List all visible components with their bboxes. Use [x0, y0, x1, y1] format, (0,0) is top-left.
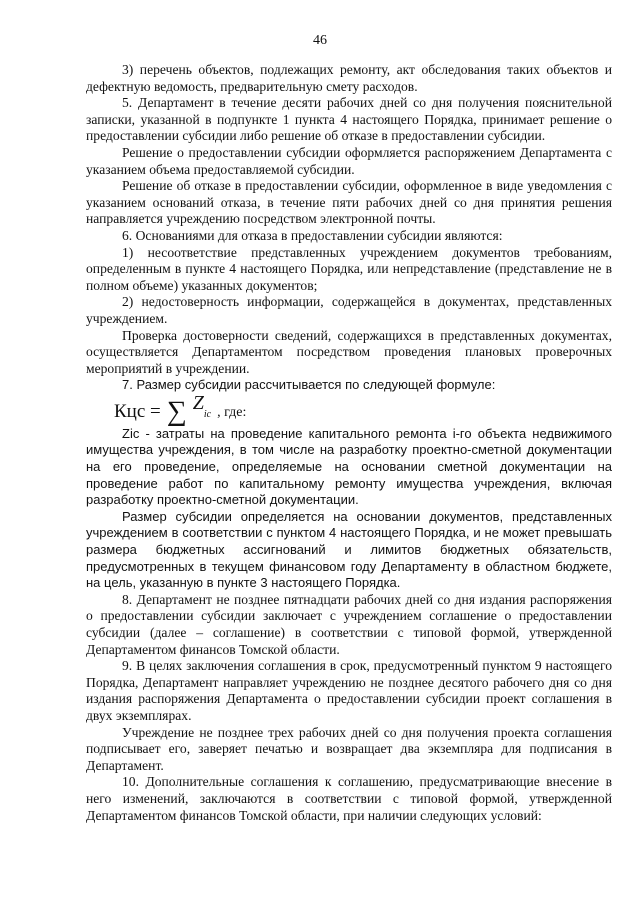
paragraph-verification: Проверка достоверности сведений, содержащихся в представленных документах, осуществляется Департаментом посредством проведения плановых проверочных мероприятий в учреждении. — [86, 327, 612, 376]
paragraph-subsidy-size: Размер субсидии определяется на основании документов, представленных учреждением в соответствии с пунктом 4 настоящего Порядка, и не может превышать размера бюджетных ассигнований и лимитов бюджетных обязательств, предусмотренных в текущем финансовом году Департаменту в областном бюджете, на цель, указанную в пункте 3 настоящего Порядка. — [86, 508, 612, 591]
formula-z-subscript: ic — [203, 408, 212, 420]
paragraph-6-item-1: 1) несоответствие представленных учреждением документов требованиям, определенным в пункте 4 настоящего Порядка, или непредставление (представление не в полном объеме) указанных документов; — [86, 244, 612, 293]
sum-symbol: ∑ — [166, 395, 187, 427]
paragraph-zic-definition: Zic - затраты на проведение капитального ремонта i-го объекта недвижимого имущества учреждения, в том числе на разработку проектно-сметной документации на его проведение, определяемые на основании сметной документации на проведение работ по капитальному ремонту имущества учреждения, включая разработку проектно-сметной документации. — [86, 425, 612, 508]
paragraph-6-item-2: 2) недостоверность информации, содержащейся в документах, представленных учреждением. — [86, 294, 612, 326]
paragraph-7: 7. Размер субсидии рассчитывается по следующей формуле: — [122, 377, 496, 393]
formula-tail: , где: — [217, 404, 247, 420]
formula-z — [193, 392, 211, 423]
paragraph-9: 9. В целях заключения соглашения в срок, предусмотренный пунктом 9 настоящего Порядка, Департамент направляет учреждению не позднее десятого рабочего дня со дня издания распоряжения Департамента о предоставлении субсидии проект соглашения в двух экземплярах. — [86, 658, 612, 723]
paragraph-decision-refusal: Решение об отказе в предоставлении субсидии, оформленное в виде уведомления с указанием оснований отказа, в течение пяти рабочих дней со дня принятия решения направляется учреждению посредством электронной почты. — [86, 178, 612, 227]
paragraph-6: 6. Основаниями для отказа в предоставлении субсидии являются: — [122, 227, 503, 243]
formula-z-letter: Z — [192, 391, 204, 414]
paragraph-10: 10. Дополнительные соглашения к соглашению, предусматривающие внесение в него изменений, заключаются в соответствии с типовой формой, утвержденной Департаментом финансов Томской области, при наличии следующих условий: — [86, 774, 612, 823]
paragraph-8: 8. Департамент не позднее пятнадцати рабочих дней со дня издания распоряжения о предоставлении субсидии заключает с учреждением соглашение о предоставлении субсидии (далее – соглашение) в соответствии с типовой формой, утвержденной Департаментом финансов Томской области. — [86, 591, 612, 657]
page-number: 46 — [313, 33, 327, 48]
paragraph-signing: Учреждение не позднее трех рабочих дней со дня получения проекта соглашения подписывает его, заверяет печатью и возвращает два экземпляра для подписания в Департамент. — [86, 724, 612, 773]
paragraph-decision-grant: Решение о предоставлении субсидии оформляется распоряжением Департамента с указанием объема предоставляемой субсидии. — [86, 144, 612, 177]
subsidy-formula — [114, 391, 612, 427]
paragraph-5: 5. Департамент в течение десяти рабочих дней со дня получения пояснительной записки, указанной в подпункте 1 пункта 4 настоящего Порядка, принимает решение о предоставлении субсидии либо решение об отказе в предоставлении субсидии. — [86, 95, 612, 144]
document-body — [86, 62, 612, 824]
paragraph-item-3: 3) перечень объектов, подлежащих ремонту, акт обследования таких объектов и дефектную ведомость, предварительную смету расходов. — [86, 62, 612, 94]
formula-lhs: Кцс = — [114, 400, 161, 422]
